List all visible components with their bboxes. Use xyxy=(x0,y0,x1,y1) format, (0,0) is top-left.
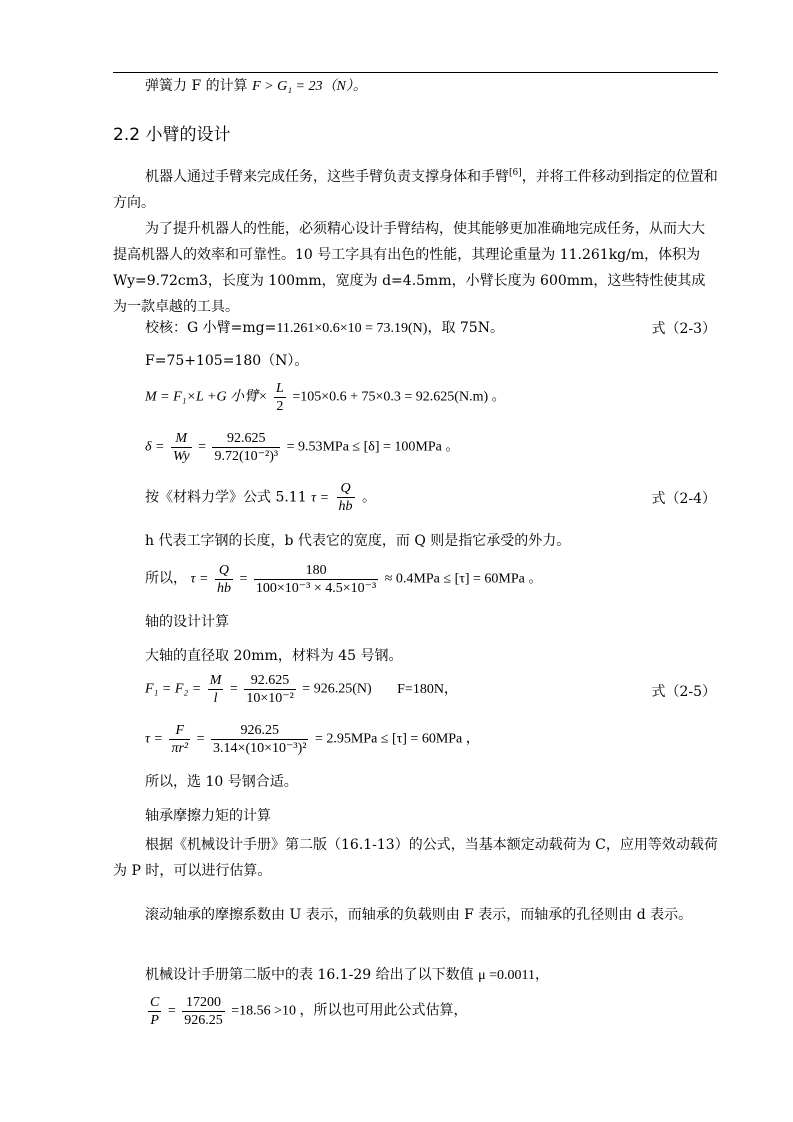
moment-right: =105×0.6 + 75×0.3 = 92.625(N.m) 。 xyxy=(292,389,506,405)
shear-formula-end: 。 xyxy=(361,489,376,506)
moment-fraction-den: 2 xyxy=(276,399,284,414)
shear-check-equation: 所以， τ = $\frac{Q}{hb}$ = $\frac{180}{\text{100×10⁻³ × 4.5×10⁻³}}$ ≈ 0.4MPa ≤ [τ] = 60MPa 。 xyxy=(145,563,543,596)
shear-check-fraction-2-num: 180 xyxy=(254,562,378,580)
table-values-line xyxy=(145,965,549,986)
shaft-shear-equation: τ = $\frac{F}{\text{πr²}}$ = $\frac{926.25}{\text{3.14×(10×10⁻³)²}}$ = 2.95MPa ≤ [τ] = 60MPa ， xyxy=(145,723,480,756)
shaft-shear-fraction-2-num: 926.25 xyxy=(211,722,308,740)
load-ratio-equation xyxy=(145,994,468,1029)
shear-formula-prefix: 按《材料力学》公式 5.11 xyxy=(145,489,307,506)
mu-value: μ =0.0011， xyxy=(478,968,549,983)
shaft-force-fraction-2-num: 92.625 xyxy=(244,672,295,690)
table-values-text: 机械设计手册第二版中的表 16.1-29 给出了以下数值 xyxy=(145,967,474,983)
shear-check-right: ≈ 0.4MPa ≤ [τ] = 60MPa 。 xyxy=(384,571,543,587)
check-line xyxy=(145,318,504,339)
moment-left: M = F₁×L +G 小臂× xyxy=(145,389,268,405)
stress-fraction-1 xyxy=(171,430,192,465)
shaft-force-fraction-2-den: 10×10⁻² xyxy=(246,691,294,706)
shaft-force-fraction-1-num: M xyxy=(209,673,222,688)
stress-fraction-2 xyxy=(212,430,280,465)
section-title: 2.2 小臂的设计 xyxy=(113,125,231,145)
shear-check-fraction-1 xyxy=(215,562,233,597)
shaft-force-fraction-1 xyxy=(208,672,224,707)
paragraph-3: 根据《机械设计手册》第二版（16.1-13）的公式，当基本额定动载荷为 C，应用等效动载荷为 P 时，可以进行估算。 xyxy=(113,837,718,879)
shear-formula-line xyxy=(145,480,376,515)
paragraph-1-tail: ，并将工件移动到指定的位置和方向。 xyxy=(113,169,718,211)
force-sum-line: F=75+105=180（N）。 xyxy=(145,353,309,369)
shaft-conclusion: 所以，选 10 号钢合适。 xyxy=(145,774,298,790)
bearing-friction-title: 轴承摩擦力矩的计算 xyxy=(145,808,271,824)
shaft-force-fraction-2 xyxy=(244,672,295,707)
load-ratio-fraction-2-num: 17200 xyxy=(182,994,225,1012)
load-ratio-fraction-2 xyxy=(182,994,225,1029)
shear-check-symbol: τ = xyxy=(190,571,209,587)
moment-fraction-num: L xyxy=(276,381,284,396)
shear-fraction xyxy=(337,480,355,515)
spring-force-line xyxy=(145,76,367,97)
load-ratio-fraction-1-num: C xyxy=(150,995,160,1010)
shear-check-prefix: 所以， xyxy=(145,571,187,587)
reference-marker: [6] xyxy=(509,168,522,178)
shaft-shear-left: τ = xyxy=(145,731,163,747)
load-ratio-fraction-2-den: 926.25 xyxy=(184,1013,223,1028)
stress-equation: δ = $\frac{M}{Wy}$ = $\frac{92.625}{\text{9.72(10⁻²)³}}$ = 9.53MPa ≤ [δ] = 100MPa 。 xyxy=(145,431,460,464)
shear-check-fraction-1-num: Q xyxy=(215,562,233,580)
shear-check-fraction-2-den: 100×10⁻³ × 4.5×10⁻³ xyxy=(255,581,377,596)
stress-fraction-2-num: 92.625 xyxy=(212,430,280,448)
shear-fraction-den: hb xyxy=(338,499,353,514)
hb-description: h 代表工字钢的长度，b 代表它的宽度，而 Q 则是指它承受的外力。 xyxy=(145,533,571,549)
stress-left: δ = xyxy=(145,439,165,455)
moment-equation xyxy=(145,380,506,415)
stress-fraction-1-den: Wy xyxy=(172,449,190,464)
shear-check-fraction-1-den: hb xyxy=(216,581,231,596)
shaft-shear-fraction-1-num: F xyxy=(169,722,190,740)
paragraph-1-text: 机器人通过手臂来完成任务，这些手臂负责支撑身体和手臂 xyxy=(145,169,509,185)
load-ratio-fraction-1-den: P xyxy=(150,1013,159,1028)
shear-fraction-num: Q xyxy=(337,480,355,498)
equation-number-2-5: 式（2-5） xyxy=(651,684,716,700)
moment-fraction xyxy=(274,380,286,415)
shaft-shear-fraction-2 xyxy=(211,722,308,757)
shaft-diameter-desc: 大轴的直径取 20mm，材料为 45 号钢。 xyxy=(145,648,403,664)
shaft-force-left: F₁ = F₂ = xyxy=(145,681,202,697)
shaft-force-equation: F₁ = F₂ = $\frac{M}{l}$ = $\frac{92.625}{\text{10×10⁻²}}$ = 926.25(N) F=180N， xyxy=(145,673,458,706)
spring-force-text: 弹簧力 F 的计算 xyxy=(145,78,248,94)
shear-check-fraction-2 xyxy=(254,562,378,597)
stress-fraction-1-num: M xyxy=(171,430,192,448)
spring-force-formula: F > G₁ = 23（N）。 xyxy=(252,79,367,94)
shaft-force-fraction-1-den: l xyxy=(213,691,218,706)
load-ratio-fraction-1 xyxy=(148,994,161,1029)
check-prefix: 校核：G 小臂=mg= xyxy=(145,320,277,336)
stress-right: = 9.53MPa ≤ [δ] = 100MPa 。 xyxy=(286,439,460,455)
paragraph-1 xyxy=(113,160,718,216)
shaft-design-title: 轴的设计计算 xyxy=(145,614,229,630)
shaft-force-extra: F=180N， xyxy=(397,681,458,697)
check-suffix: ，取 75N。 xyxy=(427,320,504,336)
shaft-shear-fraction-1-den: πr² xyxy=(171,741,189,756)
shear-symbol: τ = xyxy=(311,490,330,506)
equation-number-2-3: 式（2-3） xyxy=(651,321,716,337)
stress-fraction-2-den: 9.72(10⁻²)³ xyxy=(214,449,279,464)
shaft-shear-fraction-2-den: 3.14×(10×10⁻³)² xyxy=(213,741,307,756)
equation-number-2-4: 式（2-4） xyxy=(651,491,716,507)
paragraph-4: 滚动轴承的摩擦系数由 U 表示，而轴承的负载则由 F 表示，而轴承的孔径则由 d 表示。 xyxy=(145,907,693,923)
header-rule xyxy=(113,72,718,73)
shaft-force-right: = 926.25(N) xyxy=(302,681,372,697)
load-ratio-right: =18.56 >10 ，所以也可用此公式估算， xyxy=(231,1003,468,1019)
shaft-shear-fraction-1 xyxy=(169,722,190,757)
check-formula: 11.261×0.6×10 = 73.19(N) xyxy=(276,321,428,336)
load-ratio-equals: = xyxy=(167,1003,176,1019)
shaft-shear-right: = 2.95MPa ≤ [τ] = 60MPa ， xyxy=(314,731,480,747)
paragraph-2: 为了提升机器人的性能，必须精心设计手臂结构，使其能够更加准确地完成任务，从而大大提高机器人的效率和可靠性。10 号工字具有出色的性能，其理论重量为 11.261kg/m，体积为 Wy=9.72cm3，长度为 100mm，宽度为 d=4.5mm，小臂长度为 600mm，这些特性使其成为一款卓越的工具。 xyxy=(113,221,706,315)
